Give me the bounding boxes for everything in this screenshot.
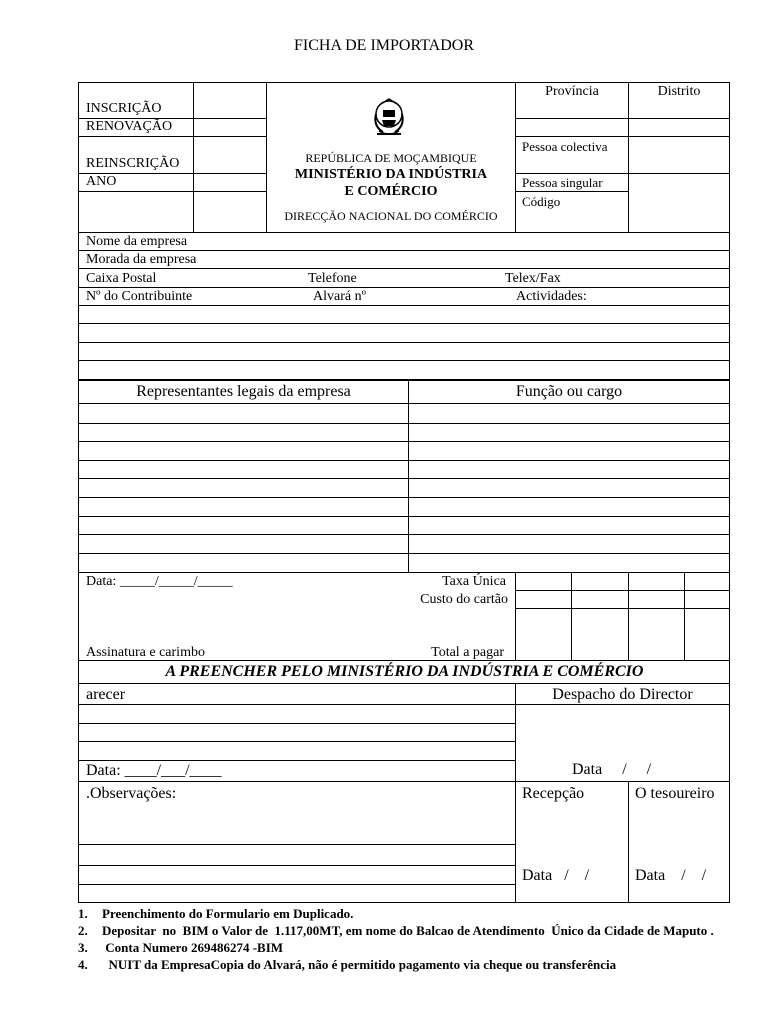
input-provincia[interactable] xyxy=(516,119,628,136)
label-pessoa-colectiva: Pessoa colectiva xyxy=(522,139,608,154)
ministerio-line1: MINISTÉRIO DA INDÚSTRIA xyxy=(294,167,488,182)
label-codigo: Código xyxy=(522,194,561,209)
instruction-item: 3. Conta Numero 269486274 -BIM xyxy=(78,940,284,955)
checkbox-pessoa-colectiva[interactable] xyxy=(629,137,729,173)
label-renovacao: RENOVAÇÃO xyxy=(86,119,173,134)
label-nome-empresa: Nome da empresa xyxy=(86,234,188,249)
header-funcao: Função ou cargo xyxy=(515,383,623,400)
recepcao-date: Data / / xyxy=(522,867,590,884)
instruction-item: 1. Preenchimento do Formulario em Duplicado. xyxy=(78,906,354,921)
label-telefone: Telefone xyxy=(308,271,357,286)
republica-label: REPÚBLICA DE MOÇAMBIQUE xyxy=(305,151,477,165)
label-observacoes: .Observações: xyxy=(86,785,177,802)
checkbox-reinscricao[interactable] xyxy=(194,137,265,173)
label-distrito: Distrito xyxy=(657,84,701,99)
label-despacho: Despacho do Director xyxy=(552,686,693,703)
payment-date: Data: _____/_____/_____ xyxy=(86,574,233,589)
label-assinatura: Assinatura e carimbo xyxy=(86,645,205,660)
label-telex-fax: Telex/Fax xyxy=(505,271,561,286)
label-pessoa-singular: Pessoa singular xyxy=(522,175,603,190)
label-morada-empresa: Morada da empresa xyxy=(86,252,197,267)
label-custo-cartao: Custo do cartão xyxy=(420,592,508,607)
label-total-pagar: Total a pagar xyxy=(431,645,504,660)
input-codigo[interactable] xyxy=(629,174,729,232)
label-contribuinte: Nº do Contribuinte xyxy=(86,289,193,304)
label-tesoureiro: O tesoureiro xyxy=(635,785,715,802)
checkbox-inscricao[interactable] xyxy=(194,83,265,118)
instruction-item: 4. NUIT da EmpresaCopia do Alvará, não é permitido pagamento via cheque ou transferência xyxy=(78,957,617,972)
label-recepcao: Recepção xyxy=(522,785,585,802)
input-distrito[interactable] xyxy=(629,119,729,136)
label-reinscricao: REINSCRIÇÃO xyxy=(86,156,180,171)
checkbox-renovacao[interactable] xyxy=(194,119,265,136)
label-caixa-postal: Caixa Postal xyxy=(86,271,157,286)
despacho-date: Data / / xyxy=(572,761,652,778)
input-ano[interactable] xyxy=(194,174,265,191)
instruction-item: 2. Depositar no BIM o Valor de 1.117,00MT, em nome do Balcao de Atendimento Único da Cidade de Maputo . xyxy=(78,923,714,938)
label-actividades: Actividades: xyxy=(516,289,587,304)
label-parecer: arecer xyxy=(86,686,126,703)
direccao-label: DIRECÇÃO NACIONAL DO COMÉRCIO xyxy=(284,209,498,223)
label-inscricao: INSCRIÇÃO xyxy=(86,101,162,116)
mozambique-emblem-icon xyxy=(369,96,409,138)
ministerio-line2: E COMÉRCIO xyxy=(344,184,438,199)
label-provincia: Província xyxy=(545,84,599,99)
label-taxa-unica: Taxa Única xyxy=(442,574,506,589)
ministry-heading: A PREENCHER PELO MINISTÉRIO DA INDÚSTRIA E COMÉRCIO xyxy=(165,663,644,680)
tesoureiro-date: Data / / xyxy=(635,867,707,884)
label-ano: ANO xyxy=(86,174,117,189)
header-representantes: Representantes legais da empresa xyxy=(136,383,351,400)
parecer-date: Data: ____/___/____ xyxy=(86,762,222,779)
label-alvara: Alvará nº xyxy=(313,289,366,304)
form-title: FICHA DE IMPORTADOR xyxy=(294,37,474,54)
instructions-list xyxy=(78,905,718,973)
